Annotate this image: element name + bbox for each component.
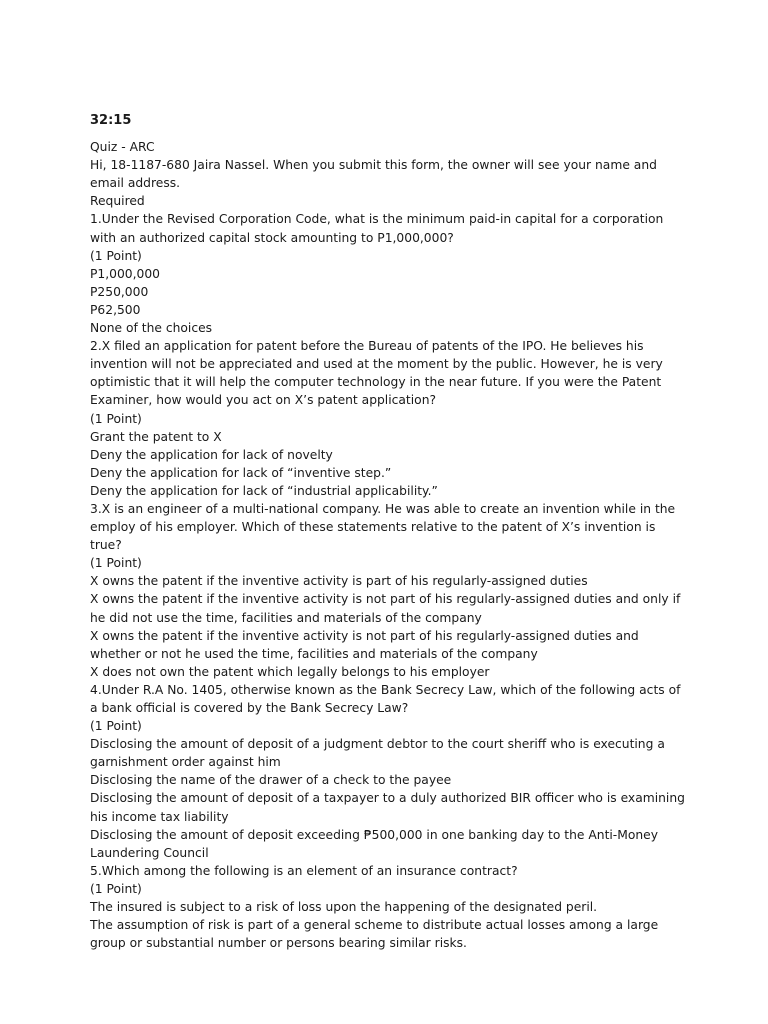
question-1 [90, 210, 690, 337]
answer-option[interactable]: Disclosing the amount of deposit of a judgment debtor to the court sheriff who is executing a garnishment order against him [90, 737, 665, 770]
answer-option[interactable]: Deny the application for lack of “inventive step.” [90, 465, 392, 480]
question-text: 3.X is an engineer of a multi-national company. He was able to create an invention while in the employ of his employer. Which of these statements relative to the patent of X’s invention is true? [90, 501, 676, 553]
question-text: 2.X filed an application for patent before the Bureau of patents of the IPO. He believes his invention will not be appreciated and used at the moment by the public. However, he is very optimistic that it will help the computer technology in the near future. If you were the Patent Examiner, how would you act on X’s patent application? [90, 339, 663, 408]
question-3 [90, 500, 690, 681]
answer-option[interactable]: Deny the application for lack of “industrial applicability.” [90, 483, 438, 498]
answer-option[interactable]: P250,000 [90, 284, 149, 299]
answer-option[interactable]: The assumption of risk is part of a general scheme to distribute actual losses among a large group or substantial number or persons bearing similar risks. [90, 918, 659, 951]
question-points: (1 Point) [90, 556, 142, 571]
answer-option[interactable]: X does not own the patent which legally belongs to his employer [90, 664, 490, 679]
answer-option[interactable]: Grant the patent to X [90, 429, 222, 444]
answer-option[interactable]: The insured is subject to a risk of loss upon the happening of the designated peril. [90, 900, 598, 915]
answer-option[interactable]: P1,000,000 [90, 266, 160, 281]
question-5 [90, 862, 690, 952]
question-2 [90, 337, 690, 500]
answer-option[interactable]: X owns the patent if the inventive activity is not part of his regularly-assigned duties and only if he did not use the time, facilities and materials of the company [90, 592, 681, 625]
quiz-document [90, 112, 690, 952]
question-text: 1.Under the Revised Corporation Code, what is the minimum paid-in capital for a corporation with an authorized capital stock amounting to P1,000,000? [90, 212, 664, 245]
answer-option[interactable]: Deny the application for lack of novelty [90, 447, 333, 462]
question-points: (1 Point) [90, 411, 142, 426]
question-points: (1 Point) [90, 881, 142, 896]
question-points: (1 Point) [90, 719, 142, 734]
question-4 [90, 681, 690, 862]
question-text: 5.Which among the following is an element of an insurance contract? [90, 863, 518, 878]
timer: 32:15 [90, 113, 132, 128]
quiz-title: Quiz - ARC [90, 140, 155, 155]
answer-option[interactable]: Disclosing the amount of deposit of a taxpayer to a duly authorized BIR officer who is examining his income tax liability [90, 791, 685, 824]
question-points: (1 Point) [90, 248, 142, 263]
answer-option[interactable]: X owns the patent if the inventive activity is part of his regularly-assigned duties [90, 574, 588, 589]
answer-option[interactable]: None of the choices [90, 321, 213, 336]
question-text: 4.Under R.A No. 1405, otherwise known as the Bank Secrecy Law, which of the following acts of a bank official is covered by the Bank Secrecy Law? [90, 682, 681, 715]
submission-notice: Hi, 18-1187-680 Jaira Nassel. When you submit this form, the owner will see your name and email address. [90, 158, 657, 191]
answer-option[interactable]: P62,500 [90, 302, 141, 317]
answer-option[interactable]: Disclosing the name of the drawer of a check to the payee [90, 773, 452, 788]
required-label: Required [90, 194, 145, 209]
answer-option[interactable]: X owns the patent if the inventive activity is not part of his regularly-assigned duties and whether or not he used the time, facilities and materials of the company [90, 628, 639, 661]
answer-option[interactable]: Disclosing the amount of deposit exceeding ₱500,000 in one banking day to the Anti-Money Laundering Council [90, 827, 659, 860]
